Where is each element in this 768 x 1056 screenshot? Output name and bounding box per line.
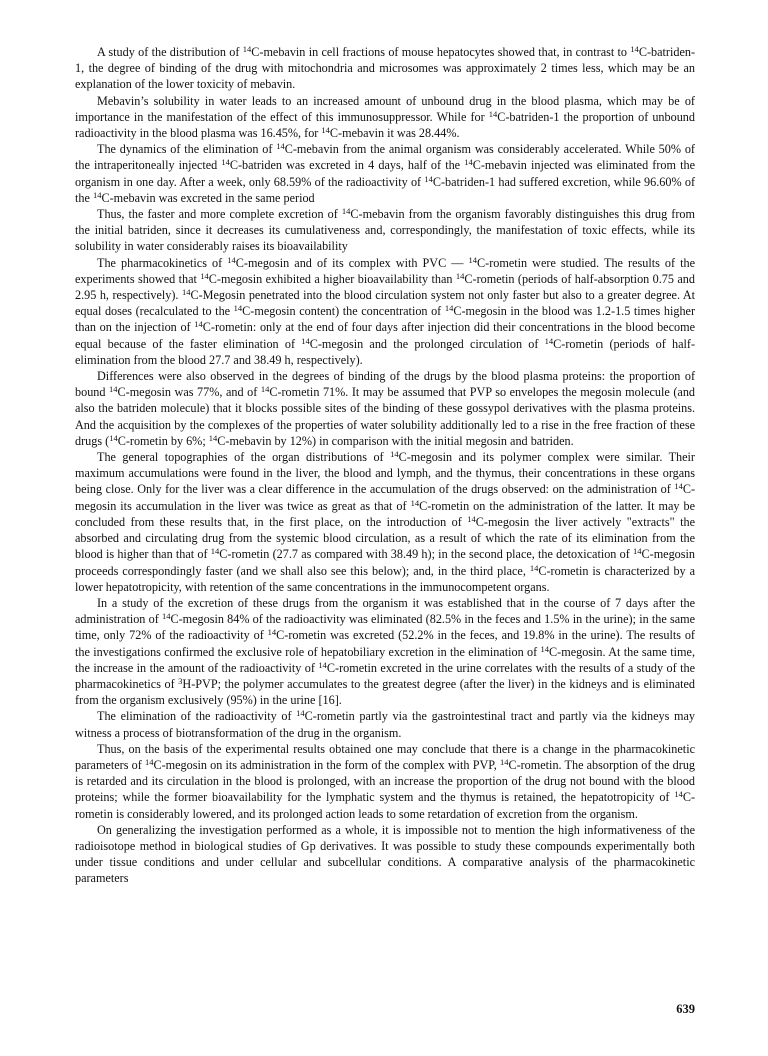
isotope-superscript: 14 xyxy=(318,659,327,670)
isotope-superscript: 14 xyxy=(544,335,554,346)
isotope-superscript: 14 xyxy=(674,481,683,492)
isotope-superscript: 14 xyxy=(674,789,683,800)
isotope-superscript: 14 xyxy=(296,708,305,719)
isotope-superscript: 14 xyxy=(233,303,243,314)
isotope-superscript: 14 xyxy=(499,756,509,767)
isotope-superscript: 14 xyxy=(464,157,473,168)
isotope-superscript: 14 xyxy=(242,44,252,54)
isotope-superscript: 14 xyxy=(267,627,277,638)
isotope-superscript: 14 xyxy=(109,384,118,395)
isotope-superscript: 14 xyxy=(444,303,454,314)
paragraph: Thus, on the basis of the experimental results obtained one may conclude that there is a change in the pharmacokinetic parameters of $^{14}$C-megosin on its administration in the form of the complex with PVP, $^{14}$C-rometin. The absorption of the drug is retarded and its circulation in the blood is prolonged, with an increase the proportion of the drug not bound with the blood proteins; while the former bioavailability for the lymphatic system and the thymus is retained, the hepatotropicity of $^{14}$C-rometin is considerably lowered, and its prolonged action leads to some retardation of excretion from the organism. xyxy=(75,741,696,821)
isotope-superscript: 14 xyxy=(276,141,285,152)
isotope-superscript: 14 xyxy=(455,270,465,281)
paragraph: The dynamics of the elimination of $^{14}$C-mebavin from the animal organism was considerably accelerated. While 50% of the intraperitoneally injected $^{14}$C-batriden was excreted in 4 days, half of the $^{14}$C-mebavin injected was eliminated from the organism in one day. After a week, only 68.59% of the radioactivity of $^{14}$C-batriden-1 had suffered excretion, while 96.60% of the $^{14}$C-mebavin was excreted in the same period xyxy=(75,141,696,205)
isotope-superscript: 14 xyxy=(109,432,118,443)
paragraph: The elimination of the radioactivity of $^{14}$C-rometin partly via the gastrointestinal tract and partly via the kidneys may witness a process of biotransformation of the drug in the organism. xyxy=(75,708,695,740)
isotope-superscript: 14 xyxy=(630,44,639,54)
isotope-superscript: 14 xyxy=(301,335,310,346)
paragraph: On generalizing the investigation performed as a whole, it is impossible not to mention the high informativeness of the radioisotope method in biological studies of Gp derivatives. It was possible to study these compounds experimentally both under tissue conditions and under cellular and subcellular conditions. A comparative analysis of the pharmacokinetic parameters xyxy=(75,822,695,886)
isotope-superscript: 14 xyxy=(540,643,550,654)
isotope-superscript: 14 xyxy=(144,756,154,767)
isotope-superscript: 14 xyxy=(260,384,270,395)
page-number: 639 xyxy=(676,1002,695,1016)
isotope-superscript: 3 xyxy=(178,675,183,686)
isotope-superscript: 14 xyxy=(321,125,330,136)
paragraph: The pharmacokinetics of $^{14}$C-megosin and of its complex with PVC — $^{14}$C-rometin were studied. The results of the experiments showed that $^{14}$C-megosin exhibited a higher bioavailability than $^{14}$C-rometin (periods of half-absorption 0.75 and 2.95 h, respectively). $^{14}$C-Megosin penetrated into the blood circulation system not only faster but also to a greater degree. At equal doses (recalculated to the $^{14}$C-megosin content) the concentration of $^{14}$C-megosin in the blood was 1.2-1.5 times higher than on the injection of $^{14}$C-rometin: only at the end of four days after injection did their concentrations in the blood become equal because of the faster elimination of $^{14}$C-megosin and the prolonged circulation of $^{14}$C-rometin (periods of half-elimination from the blood 27.7 and 38.49 h, respectively). xyxy=(75,254,696,367)
isotope-superscript: 14 xyxy=(488,108,498,119)
isotope-superscript: 14 xyxy=(92,189,102,200)
isotope-superscript: 14 xyxy=(410,497,420,508)
isotope-superscript: 14 xyxy=(210,546,220,557)
isotope-superscript: 14 xyxy=(161,611,171,622)
isotope-superscript: 14 xyxy=(424,173,433,184)
paragraph: In a study of the excretion of these drugs from the organism it was established that in the course of 7 days after the administration of $^{14}$C-megosin 84% of the radioactivity was eliminated (82.5% in the feces and 1.5% in the urine); in the same time, only 72% of the radioactivity of $^{14}$C-rometin was excreted (52.2% in the feces, and 19.8% in the urine). The results of the investigations confirmed the exclusive role of hepatobiliary excretion in the elimination of $^{14}$C-megosin. At the same time, the increase in the amount of the radioactivity of $^{14}$C-rometin excreted in the urine correlates with the results of a study of the pharmacokinetics of $^3$H-PVP; the polymer accumulates to the greatest degree (after the liver) in the kidneys and is eliminated from the organism exclusively (95%) in the urine [16]. xyxy=(75,595,696,708)
isotope-superscript: 14 xyxy=(181,287,191,298)
article-body xyxy=(75,44,695,887)
isotope-superscript: 14 xyxy=(221,157,230,168)
paragraph: A study of the distribution of $^{14}$C-mebavin in cell fractions of mouse hepatocytes showed that, in contrast to $^{14}$C-batriden-1, the degree of binding of the drug with mitochondria and microsomes was approximately 2 times less, which may be an explanation of the lower toxicity of mebavin. xyxy=(75,44,696,92)
isotope-superscript: 14 xyxy=(208,432,218,443)
isotope-superscript: 14 xyxy=(390,449,399,460)
isotope-superscript: 14 xyxy=(194,319,203,330)
isotope-superscript: 14 xyxy=(633,546,642,557)
paragraph: Thus, the faster and more complete excretion of $^{14}$C-mebavin from the organism favorably distinguishes this drug from the initial batriden, since it decreases its cumulativeness and, correspondingly, the manifestation of toxic effects, while its solubility in water considerably raises its bioavailability xyxy=(75,206,695,254)
isotope-superscript: 14 xyxy=(200,270,209,281)
paragraph: Differences were also observed in the degrees of binding of the drugs by the blood plasma proteins: the proportion of bound $^{14}$C-megosin was 77%, and of $^{14}$C-rometin 71%. It may be assumed that PVP so envelopes the megosin molecule (and also the batriden molecule) that it blocks possible sites of the binding of these gossypol derivatives with the plasma proteins. And the acquisition by the complexes of the properties of water solubility additionally led to a rise in the free fraction of these drugs ($^{14}$C-rometin by 6%; $^{14}$C-mebavin by 12%) in comparison with the initial megosin and batriden. xyxy=(75,369,696,448)
isotope-superscript: 14 xyxy=(529,562,539,573)
isotope-superscript: 14 xyxy=(468,254,478,265)
isotope-superscript: 14 xyxy=(227,254,236,265)
isotope-superscript: 14 xyxy=(341,206,351,217)
paragraph: The general topographies of the organ distributions of $^{14}$C-megosin and its polymer complex were similar. Their maximum accumulations were found in the liver, the blood and lymph, and the thymus, their concentrations in these organs being close. Only for the liver was a clear difference in the accumulation of the drugs observed: on the administration of $^{14}$C-megosin its accumulation in the liver was twice as great as that of $^{14}$C-rometin on the administration of the latter. It may be concluded from these results that, in the first place, on the introduction of $^{14}$C-megosin the liver actively "extracts" the absorbed and circulating drug from the systemic blood circulation, as a result of which the rate of its elimination from the blood is higher than that of $^{14}$C-rometin (27.7 as compared with 38.49 h); in the second place, the detoxication of $^{14}$C-megosin proceeds correspondingly faster (and we shall also see this below); and, in the third place, $^{14}$C-rometin is characterized by a lower hepatotropicity, with retention of the same concentrations in the immunocompetent organs. xyxy=(75,449,696,594)
isotope-superscript: 14 xyxy=(467,513,476,524)
paragraph: Mebavin’s solubility in water leads to an increased amount of unbound drug in the blood plasma, which may be of importance in the manifestation of the effect of this immunosuppressor. While for $^{14}$C-batriden-1 the proportion of unbound radioactivity in the blood plasma was 16.45%, for $^{14}$C-mebavin it was 28.44%. xyxy=(75,93,695,141)
